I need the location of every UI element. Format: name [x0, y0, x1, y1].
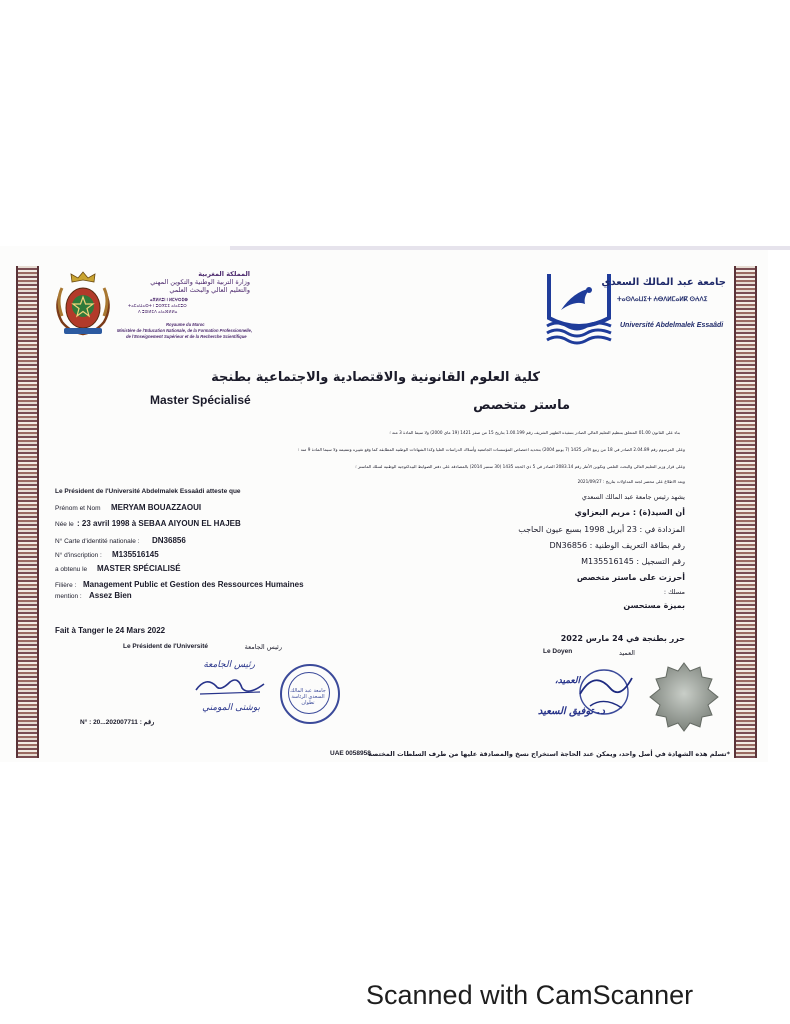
dean-signature-title: العميد، — [554, 676, 580, 686]
header-ministry-fr-line2: de l'Enseignement Supérieur et de la Recherche Scientifique — [126, 334, 247, 339]
dean-title-ar: العميد — [618, 649, 635, 657]
issue-date-ar: حرر بطنجة في 24 مارس 2022 — [560, 634, 685, 643]
inscription-ar: رقم التسجيل : M135516145 — [581, 557, 685, 566]
faculty-title-ar: كلية العلوم القانونية والاقتصادية والاجتماعية بطنجة — [211, 370, 540, 385]
uae-number: UAE 0058958 — [330, 750, 371, 757]
embossed-gear-stamp-icon — [648, 661, 720, 733]
president-signature-name: بوشتى المومني — [202, 703, 260, 713]
president-signature-icon — [190, 672, 270, 700]
header-royaume-fr: Royaume du Maroc — [166, 322, 205, 327]
track-label-ar: مسلك : — [663, 588, 685, 596]
president-title-ar: رئيس الجامعة — [244, 643, 282, 651]
obtained-ar: أحرزت على ماستر متخصص — [576, 573, 685, 582]
header-ministry-ar-line2: والتعليم العالي والبحث العلمي — [169, 286, 250, 294]
president-title-fr: Le Président de l'Université — [123, 643, 208, 650]
header-ministry-fr-line1: Ministère de l'Education Nationale, de la Formation Professionnelle, — [117, 328, 253, 333]
legal-reference-4: وبعد الاطلاع على محضر لجنة المداولات بتاريخ : 2021/09/27 — [577, 479, 685, 484]
dean-signature-name: د. توفيق السعيد — [537, 706, 605, 717]
filiere-value-fr: Management Public et Gestion des Ressources Humaines — [83, 580, 304, 589]
obtained-label-fr: a obtenu le — [55, 566, 88, 573]
name-value-fr: MERYAM BOUAZZAOUI — [111, 503, 202, 512]
camscanner-watermark: Scanned with CamScanner — [366, 980, 694, 1010]
birth-ar: المزدادة في : 23 أبريل 1998 بسبع عيون الحاجب — [518, 525, 685, 534]
header-kingdom-ar: المملكة المغربية — [198, 270, 250, 278]
obtained-value-fr: MASTER SPÉCIALISÉ — [97, 564, 181, 573]
left-decorative-border — [16, 266, 39, 758]
name-ar: أن السيد(ة) : مريم البعزاوي — [574, 508, 685, 517]
attest-statement-ar: يشهد رئيس جامعة عبد المالك السعدي — [581, 493, 685, 501]
cin-value-fr: DN36856 — [152, 536, 186, 545]
serial-number-partial: N° : 20...202007711 : رقم — [80, 719, 155, 726]
attest-statement-fr: Le Président de l'Université Abdelmalek Essaâdi atteste que — [55, 488, 241, 495]
header-ministry-ar-line1: وزارة التربية الوطنية والتكوين المهني — [150, 278, 250, 286]
moroccan-coat-of-arms-icon — [50, 268, 116, 338]
university-name-fr: Université Abdelmalek Essaâdi — [620, 322, 724, 329]
mention-value-fr: Assez Bien — [89, 591, 132, 600]
university-round-seal — [280, 664, 340, 724]
degree-title-fr: Master Spécialisé — [150, 393, 251, 407]
degree-title-ar: ماستر متخصص — [473, 398, 570, 413]
university-name-ar: جامعة عبد المالك السعدي — [601, 277, 726, 288]
cin-ar: رقم بطاقة التعريف الوطنية : DN36856 — [549, 541, 685, 550]
paper-edge — [230, 246, 790, 250]
header-tifinagh-line1: ⴰⴳⵍⴷⵓⵏ ⵏ ⵍⵎⵖⵔⵉⴱ — [150, 297, 188, 302]
cin-label-fr: N° Carte d'identité nationale : — [55, 538, 140, 545]
seal-text: جامعة عبد المالك السعدي الرئاسة تطوان — [290, 688, 326, 706]
right-decorative-border — [734, 266, 757, 758]
inscription-label-fr: N° d'inscription : — [55, 552, 102, 559]
birth-label-fr: Née le — [55, 521, 74, 528]
header-tifinagh-line3: ⴷ ⵓⵙⵍⵎⴷ ⴰⵏⴰⴼⵍⵍⴰ — [138, 309, 178, 314]
dean-title-fr: Le Doyen — [543, 648, 573, 655]
legal-reference-2: وعلى المرسوم رقم 2.04.89 الصادر في 18 من ربيع الآخر 1425 (7 يونيو 2004) بتحديد اختصاص المؤسسات الجامعية وأسلاك الدراسات العليا وكذا الشهادات الوطنية المطابقة كما وقع تغييره وتتميمه ولا سيما المادة 9 منه ؛ — [297, 447, 685, 452]
name-label-fr: Prénom et Nom — [55, 505, 101, 512]
president-signature-title: رئيس الجامعة — [203, 660, 255, 670]
legal-reference-3: وعلى قرار وزير التعليم العالي والبحث العلمي وتكوين الأطر رقم 2083.14 الصادر في 5 ذي الحجة 1435 (30 ستنبر 2014) بالمصادقة على دفتر الضوابط البيداغوجية الوطنية لسلك الماستر ؛ — [355, 464, 685, 469]
mention-ar: بميزة مستحسن — [623, 601, 685, 610]
university-name-tifinagh: ⵜⴰⵙⴷⴰⵡⵉⵜ ⵄⴱⴷⵍⵎⴰⵍⴽ ⵙⵄⴷⵉ — [617, 297, 708, 303]
legal-reference-1: بناء على القانون 01.00 المتعلق بتنظيم التعليم العالي الصادر بتنفيذه الظهير الشريف رقم 1.00.199 بتاريخ 15 من صفر 1421 (19 ماي 2000) ولا سيما المادة 3 منه ؛ — [389, 430, 680, 435]
inscription-value-fr: M135516145 — [112, 550, 159, 559]
issue-date-fr: Fait à Tanger le 24 Mars 2022 — [55, 626, 166, 635]
issuance-notice-ar: *تسلم هذه الشهادة في أصل واحد، ويمكن عند الحاجة استخراج نسخ والمصادقة عليها من طرف السلطات المختصة — [368, 750, 730, 758]
mention-label-fr: mention : — [55, 593, 82, 600]
birth-value-fr: : 23 avril 1998 à SEBAA AIYOUN EL HAJEB — [77, 519, 241, 528]
filiere-label-fr: Filière : — [55, 582, 77, 589]
header-tifinagh-line2: ⵜⴰⵎⴰⵡⴰⵙⵜ ⵏ ⵓⵙⴳⵎⵉ ⴰⵏⴰⵎⵓⵔ — [128, 303, 187, 308]
